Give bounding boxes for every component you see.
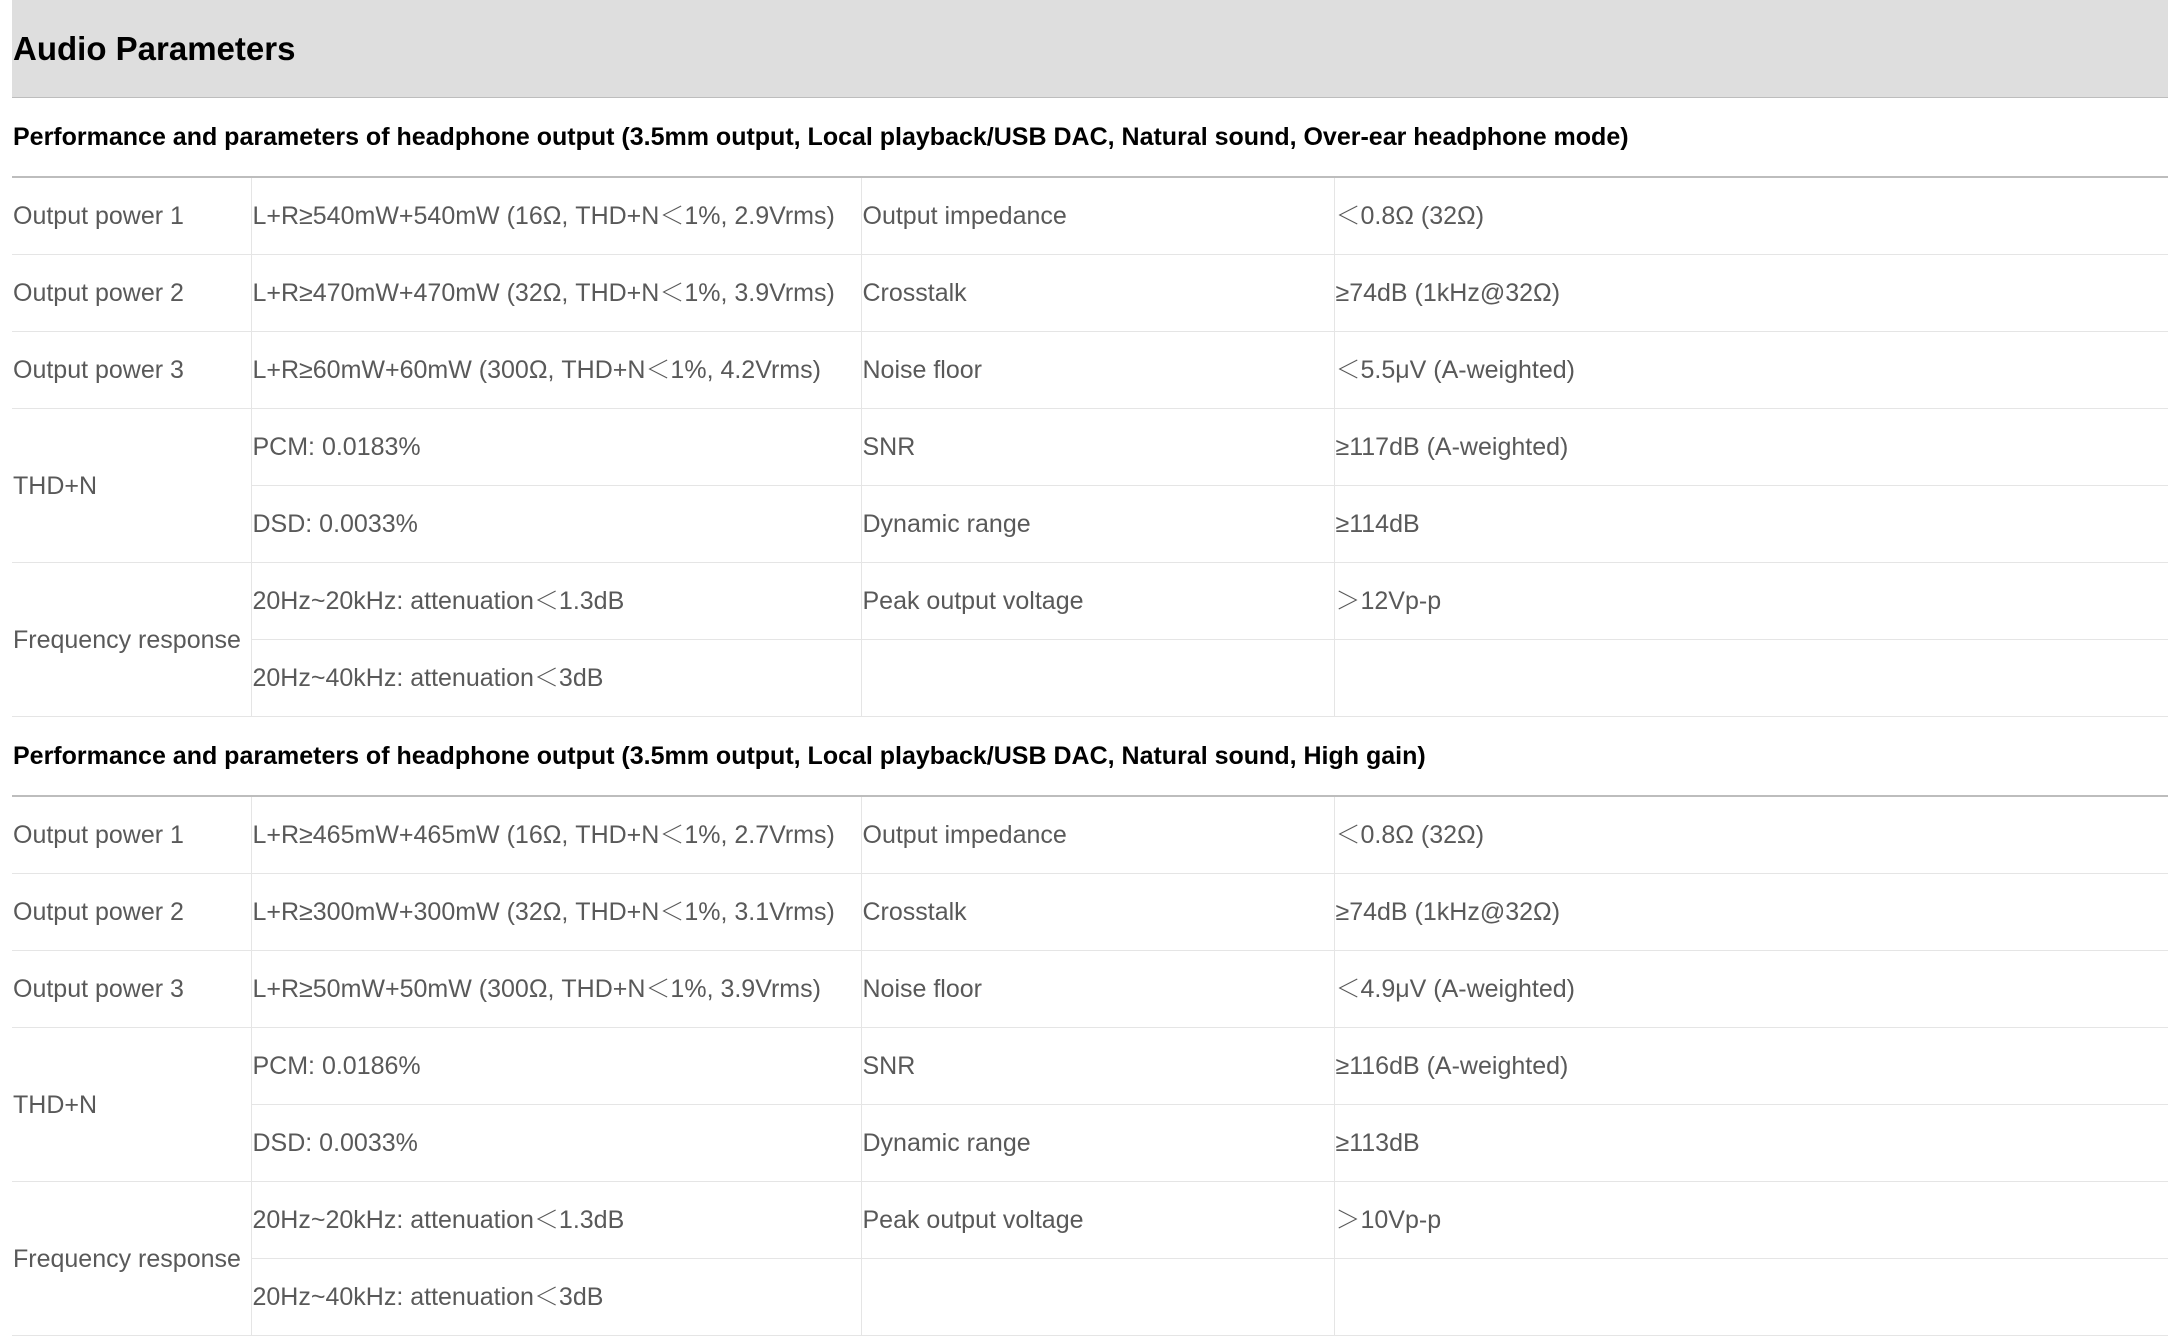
param-label: Output impedance xyxy=(861,796,1334,874)
row-label: Output power 1 xyxy=(12,796,251,874)
param-label: Noise floor xyxy=(861,332,1334,409)
section-heading: Performance and parameters of headphone output (3.5mm output, Local playback/USB DAC, Natural sound, High gain) xyxy=(12,717,2168,797)
row-value: L+R≥60mW+60mW (300Ω, THD+N＜1%, 4.2Vrms) xyxy=(251,332,861,409)
param-label: Dynamic range xyxy=(861,486,1334,563)
param-label: SNR xyxy=(861,409,1334,486)
param-value xyxy=(1334,1259,2168,1336)
row-value: L+R≥540mW+540mW (16Ω, THD+N＜1%, 2.9Vrms) xyxy=(251,177,861,255)
row-value: L+R≥50mW+50mW (300Ω, THD+N＜1%, 3.9Vrms) xyxy=(251,951,861,1028)
section-heading-row xyxy=(12,98,2168,178)
row-label: Output power 3 xyxy=(12,332,251,409)
row-label: Output power 2 xyxy=(12,874,251,951)
param-value: ≥117dB (A-weighted) xyxy=(1334,409,2168,486)
row-label: Output power 1 xyxy=(12,177,251,255)
param-value: ＞10Vp-p xyxy=(1334,1182,2168,1259)
param-value: ≥74dB (1kHz@32Ω) xyxy=(1334,255,2168,332)
row-value: PCM: 0.0186% xyxy=(251,1028,861,1105)
table-row xyxy=(12,1105,2168,1182)
param-value: ＞12Vp-p xyxy=(1334,563,2168,640)
row-label: THD+N xyxy=(12,409,251,563)
param-label: Crosstalk xyxy=(861,874,1334,951)
param-label: Dynamic range xyxy=(861,1105,1334,1182)
page-title: Audio Parameters xyxy=(12,0,2168,98)
row-value: 20Hz~40kHz: attenuation＜3dB xyxy=(251,1259,861,1336)
param-value xyxy=(1334,640,2168,717)
row-label: Frequency response xyxy=(12,563,251,717)
param-label xyxy=(861,640,1334,717)
table-row xyxy=(12,563,2168,640)
param-value: ＜0.8Ω (32Ω) xyxy=(1334,177,2168,255)
table-row xyxy=(12,177,2168,255)
param-value: ＜4.9μV (A-weighted) xyxy=(1334,951,2168,1028)
row-label: Output power 3 xyxy=(12,951,251,1028)
param-label: Output impedance xyxy=(861,177,1334,255)
row-value: DSD: 0.0033% xyxy=(251,486,861,563)
section-heading: Performance and parameters of headphone output (3.5mm output, Local playback/USB DAC, Natural sound, Over-ear headphone mode) xyxy=(12,98,2168,178)
row-value: L+R≥465mW+465mW (16Ω, THD+N＜1%, 2.7Vrms) xyxy=(251,796,861,874)
title-row xyxy=(12,0,2168,98)
table-row xyxy=(12,255,2168,332)
row-label: Frequency response xyxy=(12,1182,251,1336)
param-label: Crosstalk xyxy=(861,255,1334,332)
param-value: ＜0.8Ω (32Ω) xyxy=(1334,796,2168,874)
section-heading-row xyxy=(12,717,2168,797)
param-label: Peak output voltage xyxy=(861,1182,1334,1259)
table-row xyxy=(12,1028,2168,1105)
row-label: THD+N xyxy=(12,1028,251,1182)
table-row xyxy=(12,409,2168,486)
table-row xyxy=(12,332,2168,409)
audio-parameters-table xyxy=(12,0,2168,1336)
row-value: 20Hz~20kHz: attenuation＜1.3dB xyxy=(251,1182,861,1259)
row-value: PCM: 0.0183% xyxy=(251,409,861,486)
param-value: ＜5.5μV (A-weighted) xyxy=(1334,332,2168,409)
param-value: ≥116dB (A-weighted) xyxy=(1334,1028,2168,1105)
table-row xyxy=(12,796,2168,874)
param-value: ≥114dB xyxy=(1334,486,2168,563)
row-value: L+R≥300mW+300mW (32Ω, THD+N＜1%, 3.1Vrms) xyxy=(251,874,861,951)
param-label: Noise floor xyxy=(861,951,1334,1028)
table-row xyxy=(12,874,2168,951)
table-row xyxy=(12,1182,2168,1259)
param-label xyxy=(861,1259,1334,1336)
row-value: 20Hz~40kHz: attenuation＜3dB xyxy=(251,640,861,717)
row-value: L+R≥470mW+470mW (32Ω, THD+N＜1%, 3.9Vrms) xyxy=(251,255,861,332)
param-label: Peak output voltage xyxy=(861,563,1334,640)
param-value: ≥113dB xyxy=(1334,1105,2168,1182)
table-row xyxy=(12,640,2168,717)
row-value: DSD: 0.0033% xyxy=(251,1105,861,1182)
table-row xyxy=(12,1259,2168,1336)
param-value: ≥74dB (1kHz@32Ω) xyxy=(1334,874,2168,951)
param-label: SNR xyxy=(861,1028,1334,1105)
row-value: 20Hz~20kHz: attenuation＜1.3dB xyxy=(251,563,861,640)
table-row xyxy=(12,486,2168,563)
table-row xyxy=(12,951,2168,1028)
row-label: Output power 2 xyxy=(12,255,251,332)
